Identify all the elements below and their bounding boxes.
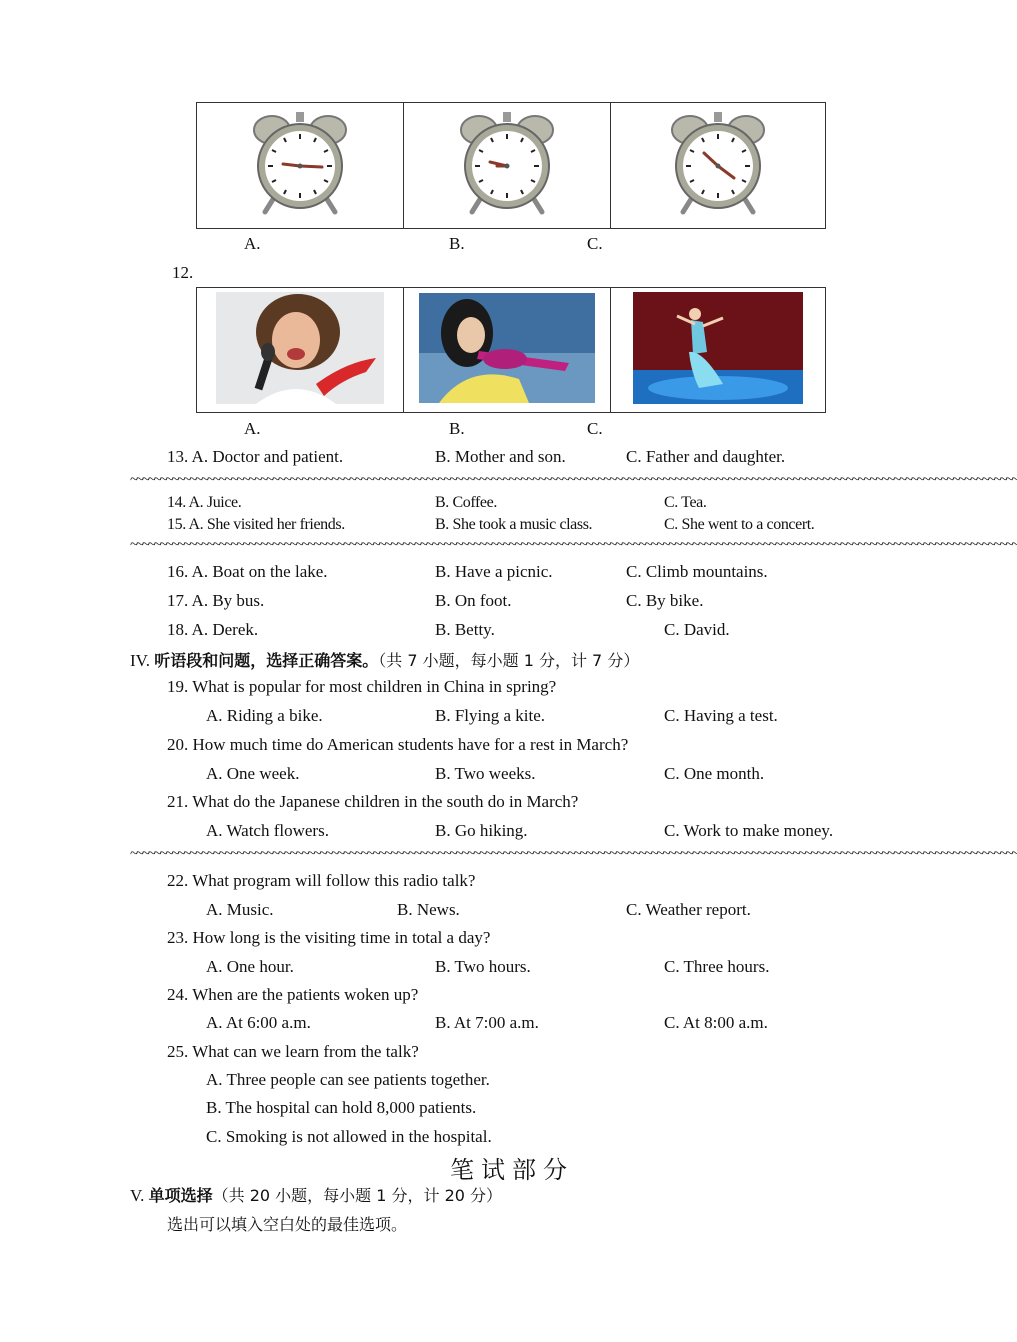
q23-option-a: A. One hour.: [206, 957, 294, 976]
section-5-number: V.: [130, 1186, 145, 1205]
q14-option-a: 14. A. Juice.: [167, 494, 242, 511]
q25-option-a: A. Three people can see patients together.: [206, 1070, 490, 1089]
q16-option-b: B. Have a picnic.: [435, 562, 553, 581]
q12-label-a: A.: [244, 419, 261, 438]
q18-option-b: B. Betty.: [435, 620, 495, 639]
section-4-heading: [130, 648, 639, 671]
q13-option-c: C. Father and daughter.: [626, 447, 786, 466]
q22-option-c: C. Weather report.: [626, 900, 751, 919]
q17-option-a: 17. A. By bus.: [167, 591, 265, 610]
wavy-separator: ~~~~~~~~~~~~~~~~~~~~~~~~~~~~~~~~~~~~~~~~~~~~~~~~~~~~~~~~~~~~~~~~~~~~~~~~~~~~~~~~~~~~~~~~~~~~~~~~~~~~~~~~~~~~~~~~~~~~~~~~~~~~~~~~~~~~~~~~~~~~~~~~~~~~~~: [130, 846, 1017, 862]
clock-b-cell: [404, 103, 611, 229]
q19-option-a: A. Riding a bike.: [206, 706, 323, 725]
q22-question: 22. What program will follow this radio talk?: [167, 871, 476, 890]
q21-question: 21. What do the Japanese children in the south do in March?: [167, 792, 579, 811]
q22-option-b: B. News.: [397, 900, 460, 919]
q18-option-a: 18. A. Derek.: [167, 620, 259, 639]
q24-question: 24. When are the patients woken up?: [167, 985, 419, 1004]
violin-girl-image: [419, 293, 595, 403]
section-4-note: （共 7 小题，每小题 1 分，计 7 分）: [378, 651, 640, 670]
q13-option-b: B. Mother and son.: [435, 447, 566, 466]
q20-option-c: C. One month.: [664, 764, 765, 783]
singing-woman-image: [216, 292, 384, 404]
q17-option-b: B. On foot.: [435, 591, 512, 610]
dancer-image: [633, 292, 803, 404]
q11-label-a: A.: [244, 234, 261, 253]
q16-option-a: 16. A. Boat on the lake.: [167, 562, 328, 581]
q13-option-a: 13. A. Doctor and patient.: [167, 447, 344, 466]
q20-option-b: B. Two weeks.: [435, 764, 536, 783]
section-4-title: 听语段和问题，选择正确答案。: [154, 651, 379, 670]
q25-option-c: C. Smoking is not allowed in the hospital.: [206, 1127, 492, 1146]
q15-option-a: 15. A. She visited her friends.: [167, 516, 345, 533]
q23-question: 23. How long is the visiting time in total a day?: [167, 928, 491, 947]
written-part-title: 笔试部分: [450, 1156, 574, 1184]
q12-picture-table: [196, 287, 826, 413]
q19-question: 19. What is popular for most children in China in spring?: [167, 677, 557, 696]
q24-option-c: C. At 8:00 a.m.: [664, 1013, 768, 1032]
section-5-instruction: 选出可以填入空白处的最佳选项。: [167, 1215, 408, 1234]
q12-label-b: B.: [449, 419, 465, 438]
section-5-note: （共 20 小题，每小题 1 分，计 20 分）: [212, 1186, 503, 1205]
q12-label-c: C.: [587, 419, 603, 438]
section-4-number: IV.: [130, 651, 150, 670]
q17-option-c: C. By bike.: [626, 591, 704, 610]
q16-option-c: C. Climb mountains.: [626, 562, 768, 581]
q18-option-c: C. David.: [664, 620, 730, 639]
q23-option-c: C. Three hours.: [664, 957, 770, 976]
wavy-separator: ~~~~~~~~~~~~~~~~~~~~~~~~~~~~~~~~~~~~~~~~~~~~~~~~~~~~~~~~~~~~~~~~~~~~~~~~~~~~~~~~~~~~~~~~~~~~~~~~~~~~~~~~~~~~~~~~~~~~~~~~~~~~~~~~~~~~~~~~~~~~~~~~~~~~~~: [130, 537, 1017, 553]
q25-question: 25. What can we learn from the talk?: [167, 1042, 419, 1061]
q15-option-c: C. She went to a concert.: [664, 516, 815, 533]
q21-option-a: A. Watch flowers.: [206, 821, 329, 840]
q15-option-b: B. She took a music class.: [435, 516, 593, 533]
q25-option-b: B. The hospital can hold 8,000 patients.: [206, 1098, 477, 1117]
alarm-clock-icon: [668, 108, 768, 218]
wavy-separator: ~~~~~~~~~~~~~~~~~~~~~~~~~~~~~~~~~~~~~~~~~~~~~~~~~~~~~~~~~~~~~~~~~~~~~~~~~~~~~~~~~~~~~~~~~~~~~~~~~~~~~~~~~~~~~~~~~~~~~~~~~~~~~~~~~~~~~~~~~~~~~~~~~~~~~~: [130, 472, 1017, 488]
section-5-heading: [130, 1183, 502, 1206]
q11-picture-table: [196, 102, 826, 229]
q23-option-b: B. Two hours.: [435, 957, 531, 976]
section-5-title: 单项选择: [148, 1186, 213, 1205]
q14-option-c: C. Tea.: [664, 494, 707, 511]
clock-a-cell: [197, 103, 404, 229]
q12-number: 12.: [172, 263, 194, 282]
dancer-photo-cell: [611, 288, 826, 413]
q21-option-c: C. Work to make money.: [664, 821, 834, 840]
clock-c-cell: [611, 103, 826, 229]
q24-option-a: A. At 6:00 a.m.: [206, 1013, 311, 1032]
alarm-clock-icon: [457, 108, 557, 218]
q20-question: 20. How much time do American students have for a rest in March?: [167, 735, 629, 754]
q22-option-a: A. Music.: [206, 900, 274, 919]
alarm-clock-icon: [250, 108, 350, 218]
q20-option-a: A. One week.: [206, 764, 300, 783]
singer-photo-cell: [197, 288, 404, 413]
q11-label-c: C.: [587, 234, 603, 253]
violinist-photo-cell: [404, 288, 611, 413]
q21-option-b: B. Go hiking.: [435, 821, 528, 840]
q14-option-b: B. Coffee.: [435, 494, 497, 511]
q19-option-c: C. Having a test.: [664, 706, 778, 725]
q11-label-b: B.: [449, 234, 465, 253]
q19-option-b: B. Flying a kite.: [435, 706, 546, 725]
q24-option-b: B. At 7:00 a.m.: [435, 1013, 539, 1032]
